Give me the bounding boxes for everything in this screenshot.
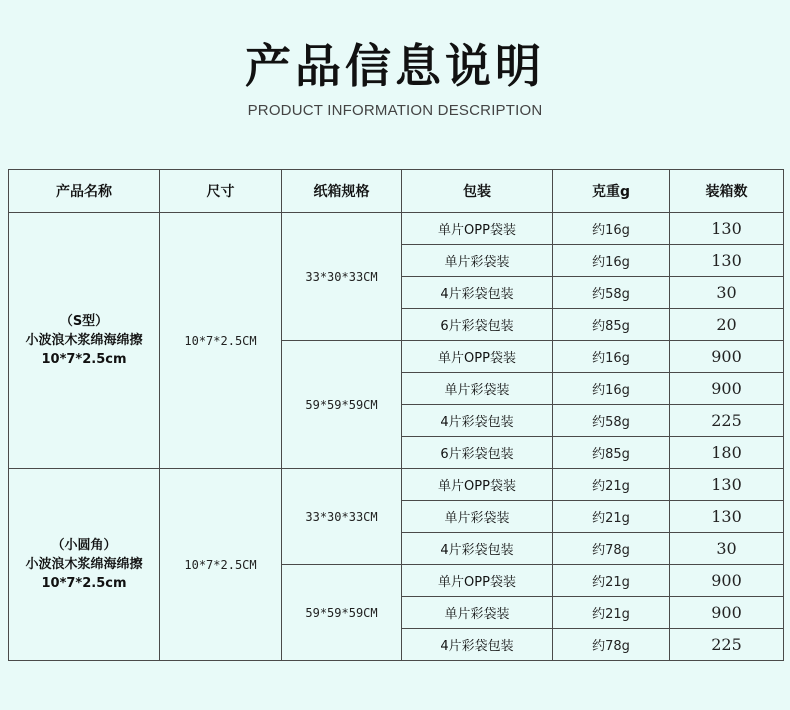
- packaging-cell: 6片彩袋包装: [402, 437, 553, 469]
- packaging-cell: 单片OPP袋装: [402, 469, 553, 501]
- carton-qty-cell: 180: [670, 437, 784, 469]
- carton-qty-cell: 900: [670, 565, 784, 597]
- weight-cell: 约21g: [553, 597, 670, 629]
- product-name-cell: [9, 469, 160, 661]
- page-title: 产品信息说明: [245, 39, 545, 93]
- table-body: [9, 213, 784, 661]
- product-name-line: （小圆角）: [51, 538, 117, 553]
- product-name-cell: [9, 213, 160, 469]
- carton-qty-cell: 225: [670, 405, 784, 437]
- product-info-table: [8, 169, 784, 661]
- product-name-line: 小波浪木浆绵海绵擦: [25, 557, 143, 572]
- weight-cell: 约78g: [553, 533, 670, 565]
- carton-qty-cell: 20: [670, 309, 784, 341]
- product-name-line: 10*7*2.5cm: [41, 576, 127, 591]
- weight-cell: 约21g: [553, 469, 670, 501]
- column-header-product-name: 产品名称: [9, 170, 160, 213]
- carton-qty-cell: 900: [670, 373, 784, 405]
- weight-cell: 约16g: [553, 341, 670, 373]
- packaging-cell: 单片OPP袋装: [402, 341, 553, 373]
- carton-spec-cell: 59*59*59CM: [282, 341, 402, 469]
- table-header-row: [9, 170, 784, 213]
- weight-cell: 约16g: [553, 213, 670, 245]
- packaging-cell: 4片彩袋包装: [402, 277, 553, 309]
- carton-spec-cell: 33*30*33CM: [282, 213, 402, 341]
- column-header-packaging: 包装: [402, 170, 553, 213]
- column-header-weight: 克重g: [553, 170, 670, 213]
- weight-cell: 约78g: [553, 629, 670, 661]
- carton-qty-cell: 30: [670, 533, 784, 565]
- product-size-cell: 10*7*2.5CM: [160, 213, 282, 469]
- column-header-carton-qty: 装箱数: [670, 170, 784, 213]
- weight-cell: 约16g: [553, 373, 670, 405]
- packaging-cell: 单片彩袋装: [402, 597, 553, 629]
- packaging-cell: 单片OPP袋装: [402, 213, 553, 245]
- carton-qty-cell: 130: [670, 245, 784, 277]
- packaging-cell: 单片彩袋装: [402, 245, 553, 277]
- weight-cell: 约21g: [553, 565, 670, 597]
- weight-cell: 约85g: [553, 309, 670, 341]
- table-row: [9, 469, 784, 501]
- carton-qty-cell: 900: [670, 341, 784, 373]
- carton-qty-cell: 130: [670, 213, 784, 245]
- weight-cell: 约58g: [553, 277, 670, 309]
- product-name-line: （S型）: [59, 314, 109, 329]
- carton-qty-cell: 225: [670, 629, 784, 661]
- weight-cell: 约58g: [553, 405, 670, 437]
- page-subtitle: PRODUCT INFORMATION DESCRIPTION: [247, 102, 543, 119]
- product-name-line: 10*7*2.5cm: [41, 352, 127, 367]
- weight-cell: 约16g: [553, 245, 670, 277]
- packaging-cell: 4片彩袋包装: [402, 629, 553, 661]
- column-header-carton-spec: 纸箱规格: [282, 170, 402, 213]
- carton-spec-cell: 33*30*33CM: [282, 469, 402, 565]
- packaging-cell: 4片彩袋包装: [402, 405, 553, 437]
- packaging-cell: 单片彩袋装: [402, 501, 553, 533]
- weight-cell: 约21g: [553, 501, 670, 533]
- packaging-cell: 单片彩袋装: [402, 373, 553, 405]
- weight-cell: 约85g: [553, 437, 670, 469]
- carton-qty-cell: 30: [670, 277, 784, 309]
- packaging-cell: 单片OPP袋装: [402, 565, 553, 597]
- column-header-size: 尺寸: [160, 170, 282, 213]
- table-row: [9, 213, 784, 245]
- packaging-cell: 4片彩袋包装: [402, 533, 553, 565]
- carton-qty-cell: 130: [670, 469, 784, 501]
- carton-qty-cell: 900: [670, 597, 784, 629]
- packaging-cell: 6片彩袋包装: [402, 309, 553, 341]
- carton-qty-cell: 130: [670, 501, 784, 533]
- product-name-line: 小波浪木浆绵海绵擦: [25, 333, 143, 348]
- carton-spec-cell: 59*59*59CM: [282, 565, 402, 661]
- product-size-cell: 10*7*2.5CM: [160, 469, 282, 661]
